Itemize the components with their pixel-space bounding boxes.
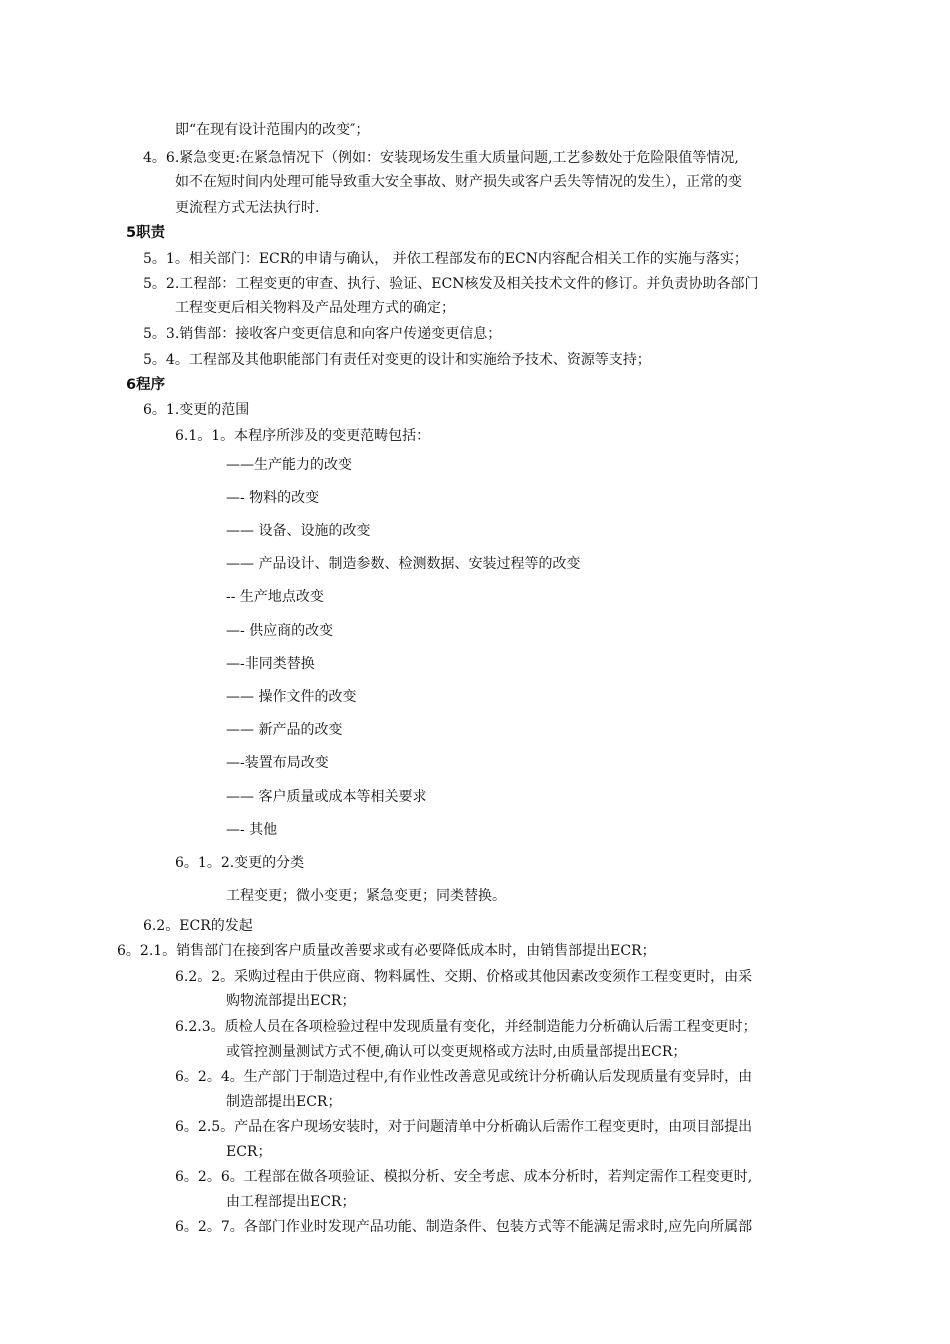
text-line: 购物流部提出ECR； (226, 993, 356, 1009)
text-line: 或管控测量测试方式不便,确认可以变更规格或方法时,由质量部提出ECR； (226, 1044, 687, 1060)
text-line: 5。3.销售部：接收客户变更信息和向客户传递变更信息； (143, 326, 502, 342)
text-line: 5。1。相关部门：ECR的申请与确认， 并依工程部发布的ECN内容配合相关工作的实施与落实； (143, 251, 748, 267)
text-line: 由工程部提出ECR； (226, 1194, 356, 1210)
text-line: 工程变更；微小变更；紧急变更；同类替换。 (226, 888, 506, 904)
text-line: 5。4。工程部及其他职能部门有责任对变更的设计和实施给予技术、资源等支持； (143, 352, 651, 368)
text-line: 6.2。2。采购过程由于供应商、物料属性、交期、价格或其他因素改变须作工程变更时，由采 (175, 969, 753, 985)
text-line: 6。2.1。销售部门在接到客户质量改善要求或有必要降低成本时，由销售部提出ECR； (117, 943, 656, 959)
section-heading: 5职责 (126, 225, 166, 241)
text-line: 6。2。4。生产部门于制造过程中,有作业性改善意见或统计分析确认后发现质量有变异时，由 (175, 1069, 753, 1085)
text-line: 6.1。1。本程序所涉及的变更范畴包括： (175, 428, 431, 444)
list-item: —-非同类替换 (226, 656, 315, 672)
list-item: -- 生产地点改变 (226, 589, 324, 605)
text-line: 工程变更后相关物料及产品处理方式的确定； (175, 300, 455, 316)
text-line: 即“在现有设计范围内的改变″； (175, 122, 370, 138)
list-item: —- 物料的改变 (226, 490, 320, 506)
list-item: —-装置布局改变 (226, 755, 329, 771)
text-line: 制造部提出ECR； (226, 1094, 342, 1110)
list-item: —- 其他 (226, 822, 278, 838)
text-line: 5。2.工程部：工程变更的审查、执行、验证、ECN核发及相关技术文件的修订。并负责协助各部门 (143, 276, 759, 292)
list-item: —— 操作文件的改变 (226, 689, 357, 705)
section-heading: 6程序 (126, 377, 166, 393)
list-item: —— 新产品的改变 (226, 722, 343, 738)
text-line: 6。1。2.变更的分类 (175, 855, 305, 871)
text-line: 6。2。7。各部门作业时发现产品功能、制造条件、包装方式等不能满足需求时,应先向所属部 (175, 1219, 753, 1235)
list-item: —— 客户质量或成本等相关要求 (226, 789, 427, 805)
list-item: —- 供应商的改变 (226, 623, 334, 639)
text-line: 如不在短时间内处理可能导致重大安全事故、财产损失或客户丢失等情况的发生），正常的变 (175, 174, 742, 190)
text-line: 6。2。6。工程部在做各项验证、模拟分析、安全考虑、成本分析时，若判定需作工程变更时, (175, 1169, 753, 1185)
text-line: 6.2.3。质检人员在各项检验过程中发现质量有变化，并经制造能力分析确认后需工程变更时； (175, 1019, 757, 1035)
text-line: 6。2.5。产品在客户现场安装时，对于问题清单中分析确认后需作工程变更时，由项目部提出 (175, 1119, 753, 1135)
text-line: ECR； (226, 1144, 272, 1160)
list-item: ——生产能力的改变 (226, 457, 352, 473)
list-item: —— 产品设计、制造参数、检测数据、安装过程等的改变 (226, 556, 581, 572)
list-item: —— 设备、设施的改变 (226, 523, 371, 539)
text-line: 6。1.变更的范围 (143, 402, 250, 418)
text-line: 4。6.紧急变更:在紧急情况下（例如：安装现场发生重大质量问题,工艺参数处于危险限值等情况, (143, 150, 739, 166)
text-line: 更流程方式无法执行时. (175, 200, 320, 216)
text-line: 6.2。ECR的发起 (143, 918, 253, 934)
